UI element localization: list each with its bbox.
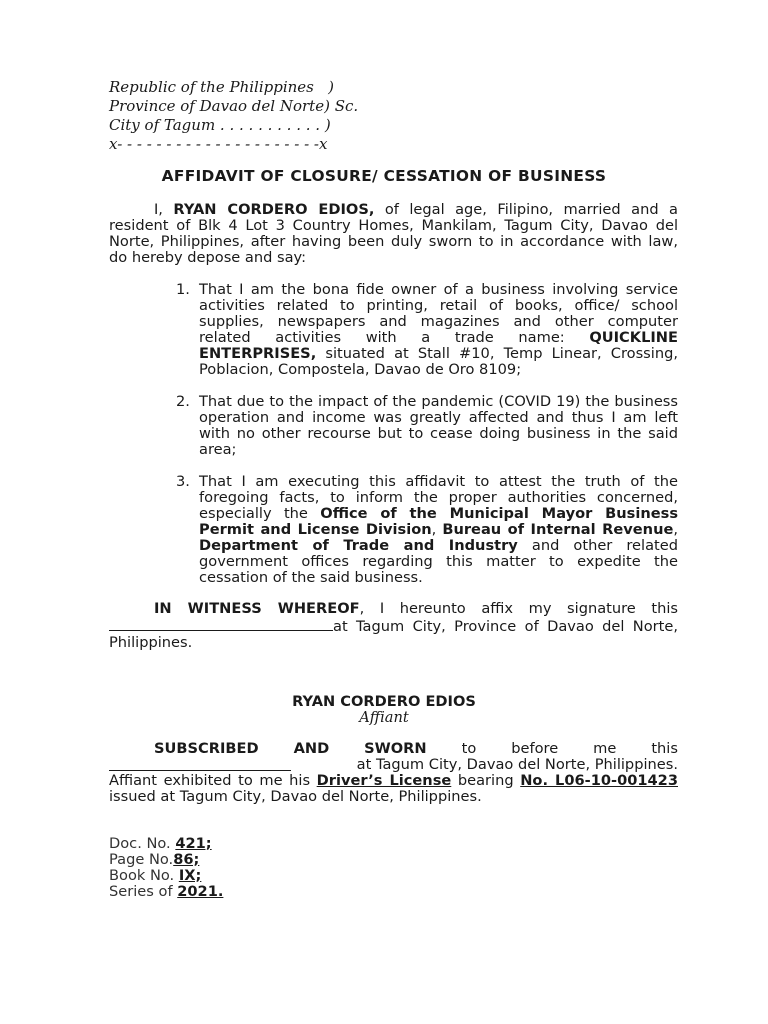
document-title: AFFIDAVIT OF CLOSURE/ CESSATION OF BUSINESS <box>161 167 607 185</box>
jurat-place: at Tagum City, Davao del Norte, Philippines. <box>356 756 678 773</box>
item-number: 3. <box>176 473 190 490</box>
office-name: Department of Trade and Industry <box>199 537 518 554</box>
witness-lead: IN WITNESS WHEREOF <box>154 600 360 617</box>
jurat-word: AND <box>293 740 330 757</box>
jurat-text: issued at Tagum City, Davao del Norte, Philippines. <box>109 788 482 805</box>
date-blank-line <box>109 757 291 771</box>
item-text-part: That due to the impact of the pandemic (COVID 19) the business operation and income was greatly affected and thus I am left with no other recourse but to cease doing business in the said area; <box>199 393 678 458</box>
intro-paragraph <box>109 202 678 266</box>
jurat-text: bearing <box>451 772 521 789</box>
witness-place: at Tagum City, Province of Davao del Norte, Philippines. <box>109 618 678 651</box>
date-blank-line <box>109 617 333 631</box>
doc-number <box>109 836 212 852</box>
item-text-part: That I am executing this affidavit to attest the truth of the foregoing facts, to inform the proper authorities concerned, especially the <box>199 473 678 522</box>
book-number <box>109 868 201 884</box>
venue-line: City of Tagum . . . . . . . . . . . ) <box>109 116 331 134</box>
jurat-text: Affiant exhibited to me his <box>109 772 317 789</box>
notarial-value: 421; <box>175 835 212 852</box>
notarial-value: 86; <box>173 851 200 868</box>
venue-line: Province of Davao del Norte) Sc. <box>109 97 359 115</box>
item-text <box>199 282 678 378</box>
venue-separator: x- - - - - - - - - - - - - - - - - - - - -x <box>109 135 328 153</box>
item-text-part: , <box>431 521 443 538</box>
venue-line: Republic of the Philippines ) <box>109 78 335 96</box>
notarial-value: 2021. <box>177 883 224 900</box>
jurat-word: this <box>651 740 678 757</box>
id-number: No. L06-10-001423 <box>520 772 678 789</box>
notarial-label: Book No. <box>109 867 179 884</box>
affiant-name-inline: RYAN CORDERO EDIOS, <box>173 201 375 218</box>
item-number: 1. <box>176 281 190 298</box>
witness-body: , I hereunto affix my signature this <box>359 600 678 617</box>
item-text-part: , <box>673 521 678 538</box>
intro-body: of legal age, Filipino, married and a resident of Blk 4 Lot 3 Country Homes, Mankilam, Tagum City, Davao del Norte, Philippines, after having been duly sworn to in accordance with law, do hereby depose and say: <box>109 201 678 266</box>
jurat-paragraph <box>109 741 678 805</box>
office-name: Office of the Municipal Mayor Business Permit and License Division <box>199 505 679 538</box>
item-text <box>199 394 678 458</box>
item-text-part: and other related government offices regarding this matter to expedite the cessation of the said business. <box>199 537 678 586</box>
jurat-word: to <box>461 740 477 757</box>
notarial-value: IX; <box>178 867 202 884</box>
item-text <box>199 474 678 586</box>
jurat-word: before <box>511 740 559 757</box>
item-text-part: situated at Stall #10, Temp Linear, Crossing, Poblacion, Compostela, Davao de Oro 8109; <box>199 345 678 378</box>
affiant-name: RYAN CORDERO EDIOS <box>292 693 476 710</box>
office-name: Bureau of Internal Revenue <box>442 521 674 538</box>
jurat-word: SWORN <box>364 740 427 757</box>
item-text-part: That I am the bona fide owner of a business involving service activities related to printing, retail of books, office/ school supplies, newspapers and magazines and other computer related activities with a trade name: <box>199 281 678 346</box>
item-number: 2. <box>176 393 190 410</box>
witness-paragraph <box>109 601 678 651</box>
affiant-label: Affiant <box>359 709 409 726</box>
jurat-word: me <box>593 740 617 757</box>
page-number <box>109 852 199 868</box>
series-year <box>109 884 223 900</box>
notarial-label: Page No. <box>109 851 174 868</box>
intro-prefix: I, <box>154 201 174 218</box>
id-type: Driver’s License <box>316 772 452 789</box>
venue-caption <box>109 78 509 154</box>
jurat-word: SUBSCRIBED <box>154 740 259 757</box>
notarial-label: Series of <box>109 883 178 900</box>
trade-name: QUICKLINE ENTERPRISES, <box>199 329 678 362</box>
notarial-label: Doc. No. <box>109 835 176 852</box>
